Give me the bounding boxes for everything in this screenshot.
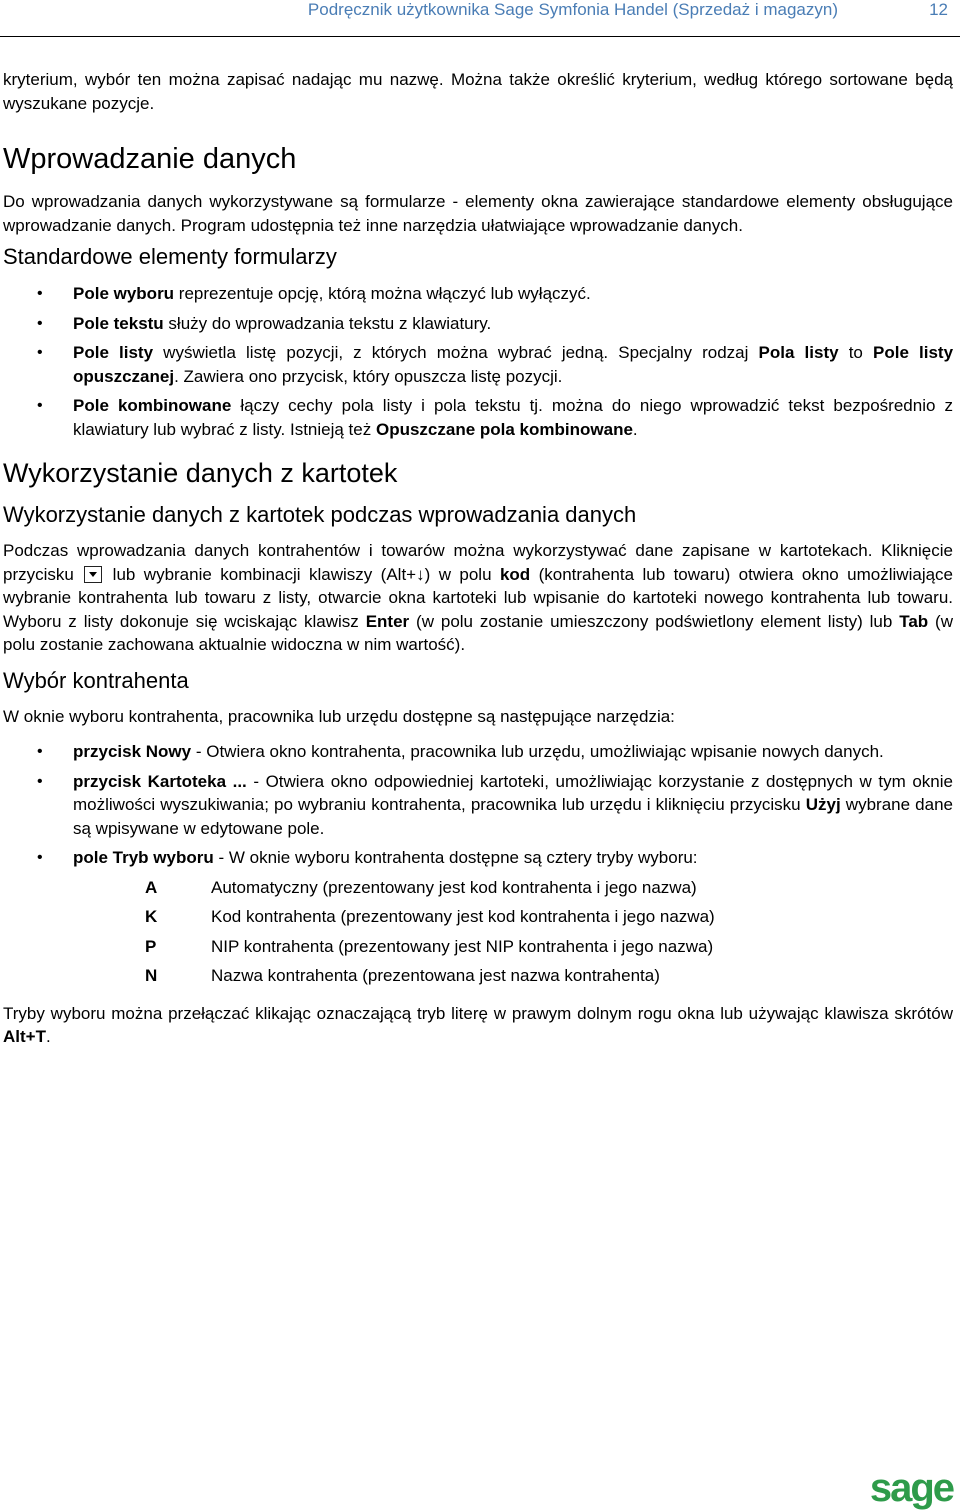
list-item xyxy=(3,341,953,388)
key-alt-t: Alt+T xyxy=(3,1027,46,1046)
subheading-wykorzystanie-podczas: Wykorzystanie danych z kartotek podczas wprowadzania danych xyxy=(3,502,637,527)
mode-row xyxy=(3,964,953,994)
desc-pole-tryb-wyboru: - W oknie wyboru kontrahenta dostępne są cztery tryby wyboru: xyxy=(213,848,698,867)
page-header xyxy=(0,0,960,37)
text-part: (kontrahenta lub towaru) otwiera okno umożliwiające wybranie kontrahenta lub towaru z listy, otwarcie okna kartoteki lub wpisanie do kartoteki nowego kontrahenta lub towaru. Wyboru z listy dokonuje się wciskając klawisz xyxy=(3,564,954,631)
text-part: ) w polu xyxy=(424,564,500,584)
text-part: (w polu zostanie umieszczony podświetlony element listy) lub xyxy=(409,611,900,631)
list-item xyxy=(3,394,953,441)
mode-desc: NIP kontrahenta (prezentowany jest NIP kontrahenta i jego nazwa) xyxy=(211,936,714,956)
page-number: 12 xyxy=(929,0,948,19)
subheading-standardowe-elementy: Standardowe elementy formularzy xyxy=(3,244,337,269)
page-content xyxy=(3,68,953,1049)
desc-pole-kombinowane: łączy cechy pola listy i pola tekstu tj. można do niego wprowadzić tekst bezpośrednio z klawiatury lub wybrać z listy. Istnieją też xyxy=(73,396,953,439)
mode-row xyxy=(3,935,953,965)
desc-pole-listy-opuszczanej: . Zawiera ono przycisk, który opuszcza listę pozycji. xyxy=(174,366,563,386)
desc-przycisk-kartoteka: - Otwiera okno odpowiedniej kartoteki, umożliwiając korzystanie z dostępnych w tym oknie możliwości wyszukiwania; po wybraniu kontrahenta, pracownika lub urzędu i kliknięciu przycisku xyxy=(73,771,953,814)
desc-pole-listy: wyświetla listę pozycji, z których można wybrać jedną. Specjalny rodzaj xyxy=(153,343,759,362)
text-part: (w polu zostanie zachowana aktualnie widoczna w nim wartość). xyxy=(3,611,953,654)
text-part: . xyxy=(45,1027,51,1046)
term-przycisk-nowy: przycisk Nowy xyxy=(73,742,192,761)
wprowadzanie-paragraph: Do wprowadzania danych wykorzystywane są formularze - elementy okna zawierające standardowe elementy obsługujące wprowadzanie danych. Program udostępnia też inne narzędzia ułatwiające wprowadzanie danych. xyxy=(3,192,953,235)
term-pole-tryb-wyboru: pole Tryb wyboru xyxy=(73,848,214,867)
desc-przycisk-nowy: - Otwiera okno kontrahenta, pracownika lub urzędu, umożliwiając wpisanie nowych danych. xyxy=(191,742,884,761)
section-heading-wprowadzanie: Wprowadzanie danych xyxy=(3,143,297,175)
tools-list xyxy=(3,740,953,870)
text-part: lub wybranie kombinacji klawiszy (Alt+ xyxy=(104,564,417,584)
form-elements-list xyxy=(3,282,953,441)
header-title: Podręcznik użytkownika Sage Symfonia Handel (Sprzedaż i magazyn) xyxy=(307,0,838,19)
key-tab: Tab xyxy=(899,611,929,631)
mode-desc: Nazwa kontrahenta (prezentowana jest nazwa kontrahenta) xyxy=(211,966,660,985)
list-item xyxy=(3,312,953,336)
mode-row xyxy=(3,905,953,935)
mode-desc: Kod kontrahenta (prezentowany jest kod kontrahenta i jego nazwa) xyxy=(211,907,715,926)
key-enter: Enter xyxy=(365,611,410,631)
term-przycisk-kartoteka: przycisk Kartoteka ... xyxy=(73,771,247,791)
text-period: . xyxy=(632,419,638,439)
arrow-down-icon: ↓ xyxy=(416,564,425,584)
list-item xyxy=(3,282,953,306)
mode-row xyxy=(3,876,953,906)
mode-desc: Automatyczny (prezentowany jest kod kontrahenta i jego nazwa) xyxy=(211,877,697,897)
term-pola-listy: Pola listy xyxy=(758,343,839,362)
selection-modes xyxy=(3,876,953,994)
subheading-wybor-kontrahenta: Wybór kontrahenta xyxy=(3,667,189,693)
kartoteki-paragraph xyxy=(3,539,953,657)
dropdown-button-icon xyxy=(84,566,102,583)
list-item xyxy=(3,740,953,764)
sage-logo: sage xyxy=(869,1466,953,1510)
desc-pole-tekstu: służy do wprowadzania tekstu z klawiatury. xyxy=(163,313,492,333)
mode-key: A xyxy=(145,877,158,897)
term-opuszczane-pola: Opuszczane pola kombinowane xyxy=(375,419,633,439)
term-pole-tekstu: Pole tekstu xyxy=(73,313,164,333)
text-to: to xyxy=(838,343,873,362)
term-pole-listy: Pole listy xyxy=(73,343,154,362)
list-item xyxy=(3,770,953,841)
term-kod: kod xyxy=(499,564,531,584)
section-heading-wykorzystanie: Wykorzystanie danych z kartotek xyxy=(3,458,398,488)
term-uzyj: Użyj xyxy=(805,795,841,814)
desc-pole-wyboru: reprezentuje opcję, którą można włączyć lub wyłączyć. xyxy=(174,284,591,303)
mode-key: N xyxy=(145,966,158,985)
text-part: Tryby wyboru można przełączać klikając oznaczającą tryb literę w prawym dolnym rogu okna lub używając klawisza skrótów xyxy=(3,1003,953,1023)
term-pole-wyboru: Pole wyboru xyxy=(73,284,175,303)
intro-paragraph: kryterium, wybór ten można zapisać nadając mu nazwę. Można także określić kryterium, według którego sortowane będą wyszukane pozycje. xyxy=(3,70,953,113)
mode-key: K xyxy=(145,907,158,926)
final-paragraph xyxy=(3,1002,953,1049)
wybor-paragraph: W oknie wyboru kontrahenta, pracownika lub urzędu dostępne są następujące narzędzia: xyxy=(3,706,675,726)
desc-uzyj: wybrane dane są wpisywane w edytowane pole. xyxy=(73,795,953,838)
term-pole-listy-opuszczanej: Pole listy opuszczanej xyxy=(73,343,954,386)
list-item xyxy=(3,846,953,870)
term-pole-kombinowane: Pole kombinowane xyxy=(73,396,232,415)
mode-key: P xyxy=(145,936,157,956)
text-part: Podczas wprowadzania danych kontrahentów i towarów można wykorzystywać dane zapisane w kartotekach. Kliknięcie przycisku xyxy=(3,541,953,584)
